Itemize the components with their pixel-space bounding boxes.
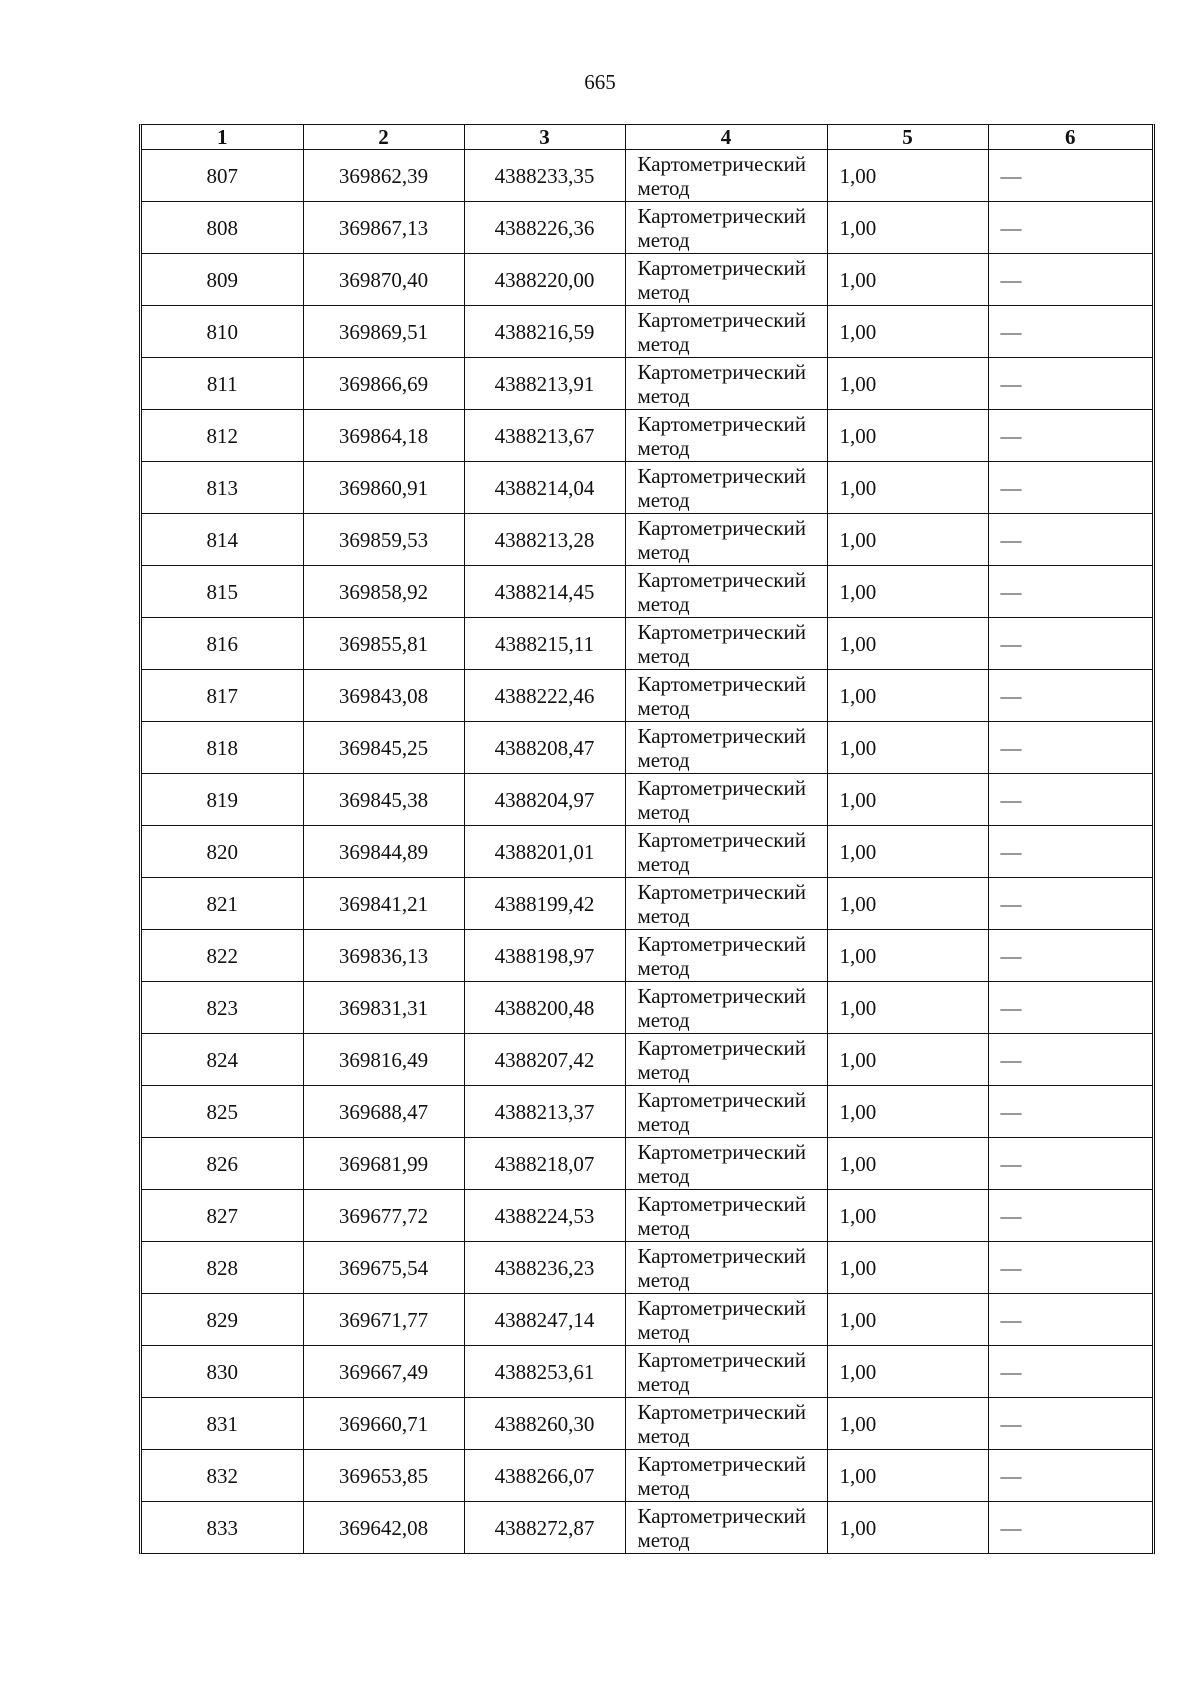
method-cell: [625, 410, 827, 462]
method-cell: [625, 1450, 827, 1502]
y-coordinate-cell: 4388233,35: [464, 150, 625, 202]
table-row: [142, 254, 1152, 306]
method-line-1: Картометрический: [637, 1399, 806, 1424]
table-row: [142, 982, 1152, 1034]
point-number-cell: 833: [142, 1502, 303, 1554]
point-number-cell: 813: [142, 462, 303, 514]
method-line-1: Картометрический: [637, 1191, 806, 1216]
coordinates-table-container: [139, 124, 1155, 1554]
method-line-2: метод: [637, 435, 690, 460]
method-line-2: метод: [637, 175, 690, 200]
y-coordinate-cell: 4388224,53: [464, 1190, 625, 1242]
x-coordinate-cell: 369858,92: [303, 566, 464, 618]
method-line-2: метод: [637, 331, 690, 356]
note-cell: —: [988, 670, 1152, 722]
accuracy-cell: 1,00: [827, 358, 988, 410]
note-cell: —: [988, 774, 1152, 826]
header-cell-6: 6: [988, 125, 1152, 150]
method-line-1: Картометрический: [637, 1139, 806, 1164]
y-coordinate-cell: 4388213,67: [464, 410, 625, 462]
method-line-1: Картометрический: [637, 359, 806, 384]
method-line-1: Картометрический: [637, 1347, 806, 1372]
table-row: [142, 826, 1152, 878]
point-number-cell: 826: [142, 1138, 303, 1190]
table-header-row: [142, 125, 1152, 150]
point-number-cell: 829: [142, 1294, 303, 1346]
x-coordinate-cell: 369831,31: [303, 982, 464, 1034]
x-coordinate-cell: 369816,49: [303, 1034, 464, 1086]
method-line-2: метод: [637, 799, 690, 824]
note-cell: —: [988, 1138, 1152, 1190]
method-cell: [625, 202, 827, 254]
accuracy-cell: 1,00: [827, 774, 988, 826]
accuracy-cell: 1,00: [827, 1502, 988, 1554]
accuracy-cell: 1,00: [827, 254, 988, 306]
method-cell: [625, 774, 827, 826]
method-line-1: Картометрический: [637, 307, 806, 332]
y-coordinate-cell: 4388266,07: [464, 1450, 625, 1502]
method-cell: [625, 1294, 827, 1346]
method-cell: [625, 1190, 827, 1242]
table-row: [142, 1190, 1152, 1242]
method-cell: [625, 1086, 827, 1138]
x-coordinate-cell: 369845,25: [303, 722, 464, 774]
x-coordinate-cell: 369859,53: [303, 514, 464, 566]
method-line-2: метод: [637, 383, 690, 408]
accuracy-cell: 1,00: [827, 1346, 988, 1398]
point-number-cell: 812: [142, 410, 303, 462]
accuracy-cell: 1,00: [827, 1138, 988, 1190]
method-line-1: Картометрический: [637, 671, 806, 696]
note-cell: —: [988, 410, 1152, 462]
method-cell: [625, 150, 827, 202]
y-coordinate-cell: 4388201,01: [464, 826, 625, 878]
table-row: [142, 1294, 1152, 1346]
y-coordinate-cell: 4388208,47: [464, 722, 625, 774]
y-coordinate-cell: 4388214,45: [464, 566, 625, 618]
method-line-1: Картометрический: [637, 1295, 806, 1320]
point-number-cell: 830: [142, 1346, 303, 1398]
table-row: [142, 1242, 1152, 1294]
y-coordinate-cell: 4388200,48: [464, 982, 625, 1034]
note-cell: —: [988, 878, 1152, 930]
table-row: [142, 722, 1152, 774]
point-number-cell: 824: [142, 1034, 303, 1086]
method-cell: [625, 1034, 827, 1086]
method-cell: [625, 462, 827, 514]
x-coordinate-cell: 369845,38: [303, 774, 464, 826]
y-coordinate-cell: 4388213,28: [464, 514, 625, 566]
method-line-1: Картометрический: [637, 1087, 806, 1112]
note-cell: —: [988, 1086, 1152, 1138]
x-coordinate-cell: 369869,51: [303, 306, 464, 358]
x-coordinate-cell: 369677,72: [303, 1190, 464, 1242]
method-line-2: метод: [637, 1267, 690, 1292]
accuracy-cell: 1,00: [827, 1034, 988, 1086]
method-cell: [625, 514, 827, 566]
accuracy-cell: 1,00: [827, 1450, 988, 1502]
method-line-2: метод: [637, 1423, 690, 1448]
method-line-2: метод: [637, 1059, 690, 1084]
point-number-cell: 810: [142, 306, 303, 358]
point-number-cell: 822: [142, 930, 303, 982]
table-row: [142, 618, 1152, 670]
point-number-cell: 816: [142, 618, 303, 670]
y-coordinate-cell: 4388215,11: [464, 618, 625, 670]
table-row: [142, 1346, 1152, 1398]
y-coordinate-cell: 4388204,97: [464, 774, 625, 826]
note-cell: —: [988, 1346, 1152, 1398]
method-line-2: метод: [637, 747, 690, 772]
table-row: [142, 514, 1152, 566]
table-row: [142, 1034, 1152, 1086]
method-line-1: Картометрический: [637, 203, 806, 228]
x-coordinate-cell: 369675,54: [303, 1242, 464, 1294]
x-coordinate-cell: 369660,71: [303, 1398, 464, 1450]
x-coordinate-cell: 369653,85: [303, 1450, 464, 1502]
x-coordinate-cell: 369860,91: [303, 462, 464, 514]
point-number-cell: 827: [142, 1190, 303, 1242]
table-row: [142, 670, 1152, 722]
table-row: [142, 1086, 1152, 1138]
accuracy-cell: 1,00: [827, 202, 988, 254]
note-cell: —: [988, 566, 1152, 618]
note-cell: —: [988, 1034, 1152, 1086]
point-number-cell: 832: [142, 1450, 303, 1502]
table-row: [142, 1450, 1152, 1502]
method-line-1: Картометрический: [637, 255, 806, 280]
method-line-1: Картометрический: [637, 775, 806, 800]
method-cell: [625, 1502, 827, 1554]
method-cell: [625, 982, 827, 1034]
header-cell-1: 1: [142, 125, 303, 150]
point-number-cell: 811: [142, 358, 303, 410]
y-coordinate-cell: 4388260,30: [464, 1398, 625, 1450]
header-cell-5: 5: [827, 125, 988, 150]
method-line-1: Картометрический: [637, 1503, 806, 1528]
x-coordinate-cell: 369843,08: [303, 670, 464, 722]
accuracy-cell: 1,00: [827, 462, 988, 514]
note-cell: —: [988, 1294, 1152, 1346]
method-line-1: Картометрический: [637, 567, 806, 592]
point-number-cell: 807: [142, 150, 303, 202]
note-cell: —: [988, 254, 1152, 306]
method-cell: [625, 306, 827, 358]
table-row: [142, 878, 1152, 930]
note-cell: —: [988, 1450, 1152, 1502]
accuracy-cell: 1,00: [827, 1242, 988, 1294]
method-cell: [625, 1346, 827, 1398]
point-number-cell: 820: [142, 826, 303, 878]
table-row: [142, 566, 1152, 618]
table-row: [142, 1138, 1152, 1190]
point-number-cell: 809: [142, 254, 303, 306]
accuracy-cell: 1,00: [827, 1190, 988, 1242]
method-line-1: Картометрический: [637, 723, 806, 748]
y-coordinate-cell: 4388216,59: [464, 306, 625, 358]
method-line-2: метод: [637, 1527, 690, 1552]
point-number-cell: 823: [142, 982, 303, 1034]
point-number-cell: 828: [142, 1242, 303, 1294]
method-line-2: метод: [637, 695, 690, 720]
method-line-1: Картометрический: [637, 983, 806, 1008]
accuracy-cell: 1,00: [827, 982, 988, 1034]
method-line-1: Картометрический: [637, 879, 806, 904]
method-line-2: метод: [637, 1215, 690, 1240]
method-line-1: Картометрический: [637, 1451, 806, 1476]
accuracy-cell: 1,00: [827, 1398, 988, 1450]
method-cell: [625, 254, 827, 306]
page-number: 665: [584, 70, 616, 94]
method-line-1: Картометрический: [637, 463, 806, 488]
note-cell: —: [988, 358, 1152, 410]
y-coordinate-cell: 4388253,61: [464, 1346, 625, 1398]
note-cell: —: [988, 826, 1152, 878]
accuracy-cell: 1,00: [827, 514, 988, 566]
method-line-2: метод: [637, 487, 690, 512]
method-cell: [625, 826, 827, 878]
note-cell: —: [988, 618, 1152, 670]
note-cell: —: [988, 150, 1152, 202]
table-row: [142, 202, 1152, 254]
x-coordinate-cell: 369642,08: [303, 1502, 464, 1554]
x-coordinate-cell: 369844,89: [303, 826, 464, 878]
method-cell: [625, 1242, 827, 1294]
y-coordinate-cell: 4388207,42: [464, 1034, 625, 1086]
method-cell: [625, 566, 827, 618]
table-row: [142, 358, 1152, 410]
x-coordinate-cell: 369841,21: [303, 878, 464, 930]
x-coordinate-cell: 369870,40: [303, 254, 464, 306]
y-coordinate-cell: 4388218,07: [464, 1138, 625, 1190]
method-cell: [625, 722, 827, 774]
y-coordinate-cell: 4388214,04: [464, 462, 625, 514]
method-line-2: метод: [637, 227, 690, 252]
method-line-1: Картометрический: [637, 619, 806, 644]
method-cell: [625, 930, 827, 982]
header-cell-4: 4: [625, 125, 827, 150]
table-row: [142, 1398, 1152, 1450]
point-number-cell: 818: [142, 722, 303, 774]
note-cell: —: [988, 1398, 1152, 1450]
x-coordinate-cell: 369836,13: [303, 930, 464, 982]
table-row: [142, 774, 1152, 826]
method-line-2: метод: [637, 1163, 690, 1188]
method-line-1: Картометрический: [637, 827, 806, 852]
method-line-1: Картометрический: [637, 1243, 806, 1268]
x-coordinate-cell: 369671,77: [303, 1294, 464, 1346]
note-cell: —: [988, 722, 1152, 774]
y-coordinate-cell: 4388213,37: [464, 1086, 625, 1138]
table-row: [142, 410, 1152, 462]
method-cell: [625, 878, 827, 930]
y-coordinate-cell: 4388236,23: [464, 1242, 625, 1294]
x-coordinate-cell: 369855,81: [303, 618, 464, 670]
accuracy-cell: 1,00: [827, 930, 988, 982]
method-line-2: метод: [637, 643, 690, 668]
method-line-2: метод: [637, 851, 690, 876]
y-coordinate-cell: 4388213,91: [464, 358, 625, 410]
method-line-2: метод: [637, 591, 690, 616]
accuracy-cell: 1,00: [827, 722, 988, 774]
note-cell: —: [988, 306, 1152, 358]
note-cell: —: [988, 1502, 1152, 1554]
accuracy-cell: 1,00: [827, 306, 988, 358]
accuracy-cell: 1,00: [827, 566, 988, 618]
table-row: [142, 306, 1152, 358]
header-cell-3: 3: [464, 125, 625, 150]
method-line-2: метод: [637, 1371, 690, 1396]
table-row: [142, 150, 1152, 202]
method-line-2: метод: [637, 955, 690, 980]
x-coordinate-cell: 369667,49: [303, 1346, 464, 1398]
note-cell: —: [988, 930, 1152, 982]
accuracy-cell: 1,00: [827, 826, 988, 878]
method-line-2: метод: [637, 1111, 690, 1136]
point-number-cell: 821: [142, 878, 303, 930]
accuracy-cell: 1,00: [827, 1294, 988, 1346]
point-number-cell: 808: [142, 202, 303, 254]
accuracy-cell: 1,00: [827, 670, 988, 722]
method-line-2: метод: [637, 903, 690, 928]
y-coordinate-cell: 4388272,87: [464, 1502, 625, 1554]
table-row: [142, 462, 1152, 514]
table-row: [142, 930, 1152, 982]
note-cell: —: [988, 1242, 1152, 1294]
method-line-2: метод: [637, 279, 690, 304]
accuracy-cell: 1,00: [827, 878, 988, 930]
method-line-1: Картометрический: [637, 515, 806, 540]
point-number-cell: 817: [142, 670, 303, 722]
method-line-2: метод: [637, 1319, 690, 1344]
header-cell-2: 2: [303, 125, 464, 150]
y-coordinate-cell: 4388222,46: [464, 670, 625, 722]
method-cell: [625, 618, 827, 670]
method-line-1: Картометрический: [637, 411, 806, 436]
note-cell: —: [988, 982, 1152, 1034]
y-coordinate-cell: 4388198,97: [464, 930, 625, 982]
y-coordinate-cell: 4388247,14: [464, 1294, 625, 1346]
method-line-1: Картометрический: [637, 1035, 806, 1060]
method-cell: [625, 358, 827, 410]
method-line-1: Картометрический: [637, 931, 806, 956]
point-number-cell: 819: [142, 774, 303, 826]
method-line-2: метод: [637, 1007, 690, 1032]
x-coordinate-cell: 369864,18: [303, 410, 464, 462]
accuracy-cell: 1,00: [827, 1086, 988, 1138]
method-line-2: метод: [637, 539, 690, 564]
table-row: [142, 1502, 1152, 1554]
note-cell: —: [988, 1190, 1152, 1242]
accuracy-cell: 1,00: [827, 150, 988, 202]
method-cell: [625, 670, 827, 722]
table-body: [142, 150, 1152, 1554]
note-cell: —: [988, 462, 1152, 514]
accuracy-cell: 1,00: [827, 618, 988, 670]
point-number-cell: 815: [142, 566, 303, 618]
y-coordinate-cell: 4388226,36: [464, 202, 625, 254]
accuracy-cell: 1,00: [827, 410, 988, 462]
x-coordinate-cell: 369867,13: [303, 202, 464, 254]
point-number-cell: 831: [142, 1398, 303, 1450]
note-cell: —: [988, 514, 1152, 566]
method-cell: [625, 1138, 827, 1190]
y-coordinate-cell: 4388220,00: [464, 254, 625, 306]
x-coordinate-cell: 369866,69: [303, 358, 464, 410]
x-coordinate-cell: 369862,39: [303, 150, 464, 202]
method-line-1: Картометрический: [637, 151, 806, 176]
note-cell: —: [988, 202, 1152, 254]
coordinates-table: [142, 125, 1152, 1553]
y-coordinate-cell: 4388199,42: [464, 878, 625, 930]
method-cell: [625, 1398, 827, 1450]
x-coordinate-cell: 369681,99: [303, 1138, 464, 1190]
point-number-cell: 825: [142, 1086, 303, 1138]
x-coordinate-cell: 369688,47: [303, 1086, 464, 1138]
point-number-cell: 814: [142, 514, 303, 566]
method-line-2: метод: [637, 1475, 690, 1500]
